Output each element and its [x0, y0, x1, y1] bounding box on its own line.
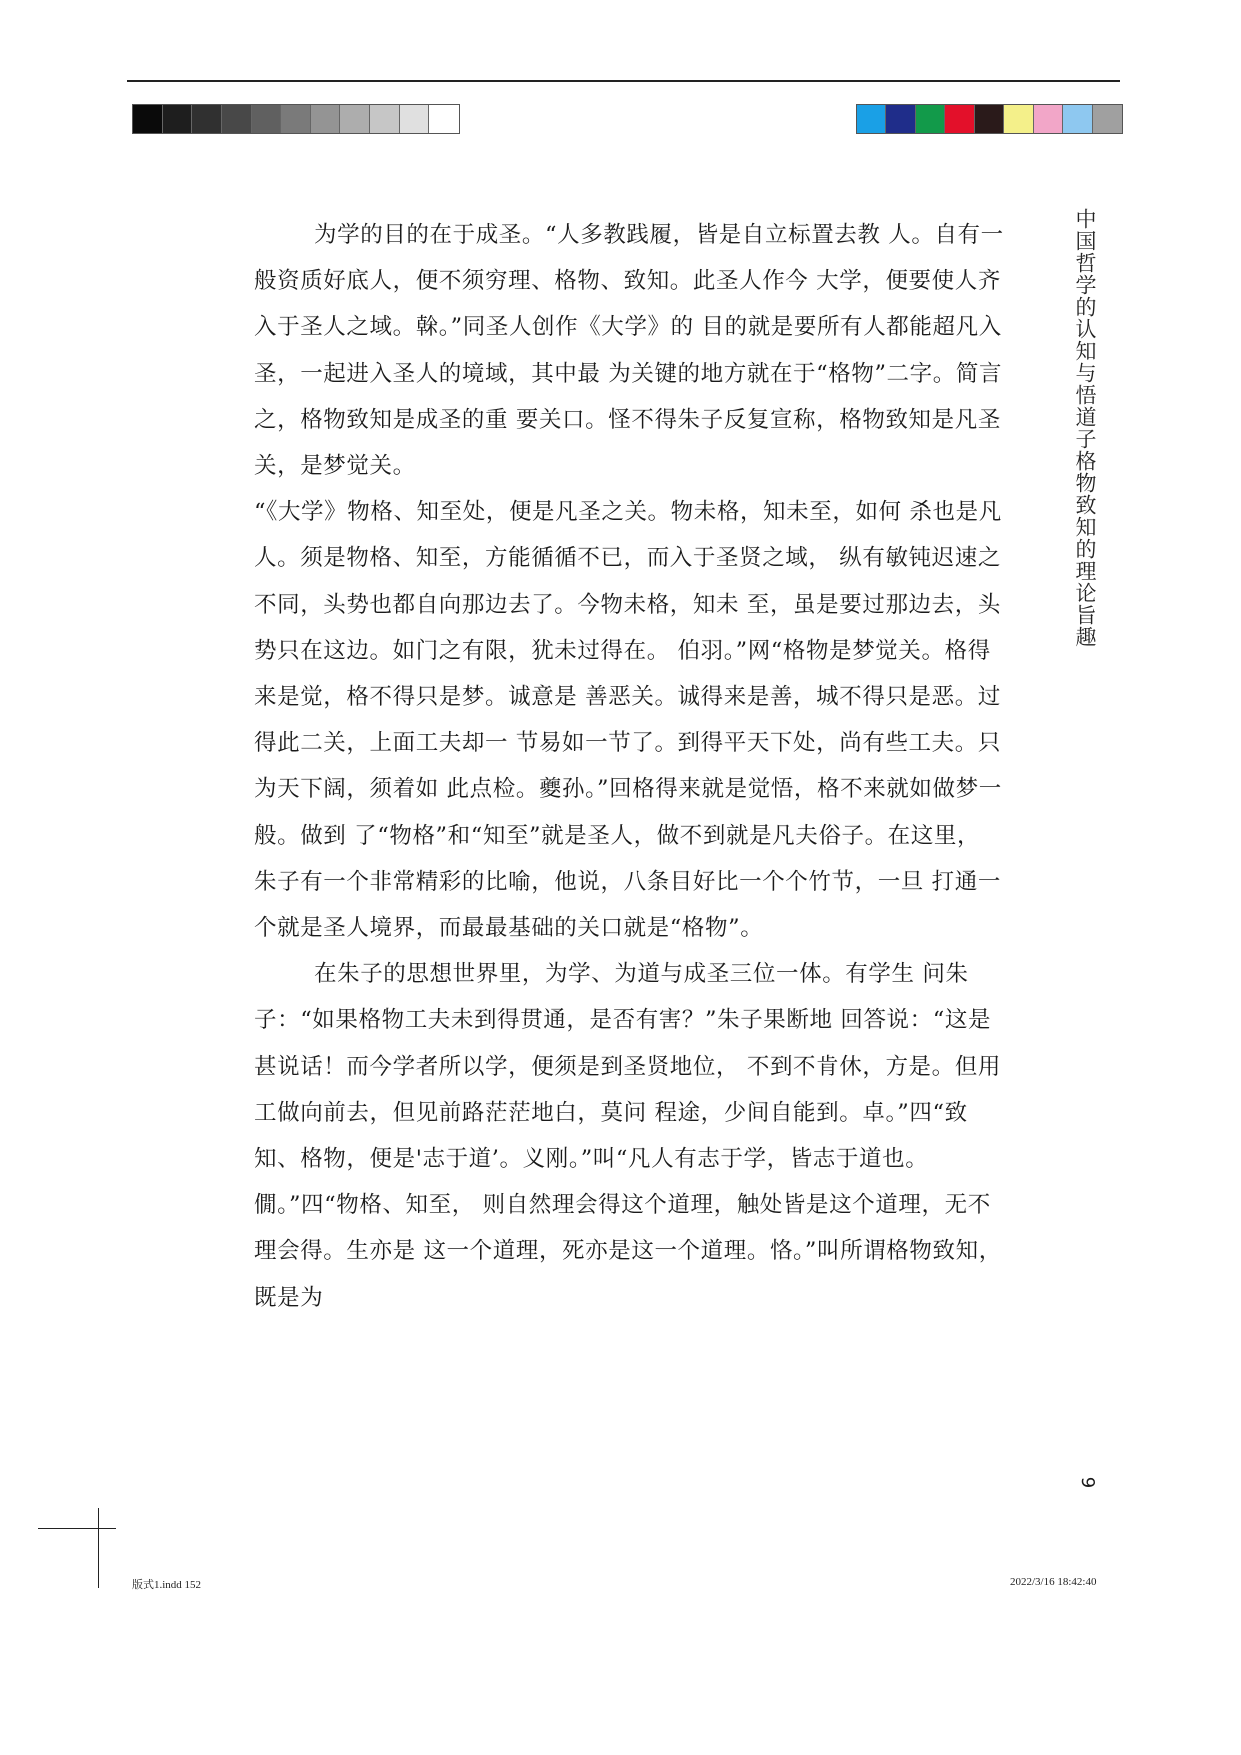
gray-swatch-2	[163, 105, 193, 133]
color-swatch-6	[1004, 105, 1033, 133]
gray-swatch-6	[281, 105, 311, 133]
paragraph-2: “《大学》物格、知至处，便是凡圣之关。物未格，知未至，如何 杀也是凡人。须是物格、知至，方能循循不已，而入于圣贤之域， 纵有敏钝迟速之不同，头势也都自向那边去了。今物未格，知未 至，虽是要过那边去，头势只在这边。如门之有限，犹未过得在。 伯羽。”网“格物是梦觉关。格得来是觉，格不得只是梦。诚意是 善恶关。诚得来是善，城不得只是恶。过得此二关，上面工夫却一 节易如一节了。到得平天下处，尚有些工夫。只为天下阔，须着如 此点检。夔孙。”回格得来就是觉悟，格不来就如做梦一般。做到 了“物格”和“知至”就是圣人，做不到就是凡夫俗子。在这里， 朱子有一个非常精彩的比喻，他说，八条目好比一个个竹节，一旦 打通一个就是圣人境界，而最最基础的关口就是“格物”。	[254, 499, 1002, 942]
paragraph-1: 为学的目的在于成圣。“人多教践履，皆是自立标置去教 人。自有一般资质好底人，便不须穷理、格物、致知。此圣人作今 大学，便要使人齐入于圣人之域。榦。”同圣人创作《大学》的 目的就是要所有人都能超凡入圣，一起进入圣人的境域，其中最 为关键的地方就在于“格物”二字。简言之，格物致知是成圣的重 要关口。怪不得朱子反复宣称，格物致知是凡圣关，是梦觉关。	[254, 222, 1004, 480]
color-swatch-4	[945, 105, 974, 133]
footer-timestamp: 2022/3/16 18:42:40	[1010, 1576, 1097, 1588]
gray-swatch-11	[429, 105, 459, 133]
color-swatch-8	[1063, 105, 1092, 133]
gray-swatch-10	[400, 105, 430, 133]
color-swatch-9	[1093, 105, 1122, 133]
grayscale-calibration-bar	[132, 104, 460, 134]
color-swatch-7	[1034, 105, 1063, 133]
color-swatch-1	[857, 105, 886, 133]
paragraph-3: 在朱子的思想世界里，为学、为道与成圣三位一体。有学生 问朱子：“如果格物工夫未到得贯通，是否有害？”朱子果断地 回答说：“这是甚说话！而今学者所以学，便须是到圣贤地位， 不到不肯休，方是。但用工做向前去，但见前路茫茫地白，莫问 程途，少间自能到。卓。”四“致知、格物，便是'志于道’。义刚。”叫“凡人有志于学，皆志于道也。僩。”四“物格、知至， 则自然理会得这个道理，触处皆是这个道理，无不理会得。生亦是 这一个道理，死亦是这一个道理。恪。”叫所谓格物致知，既是为	[254, 961, 1002, 1311]
color-swatch-2	[886, 105, 915, 133]
top-rule	[127, 80, 1120, 82]
gray-swatch-8	[340, 105, 370, 133]
page-number: 9	[1077, 1476, 1099, 1489]
running-head: 中国哲学的认知与悟道子格物致知的理论旨趣	[1073, 208, 1097, 648]
color-calibration-bar	[856, 104, 1123, 134]
crop-mark-vertical-top	[98, 1508, 99, 1528]
gray-swatch-5	[252, 105, 282, 133]
gray-swatch-1	[133, 105, 163, 133]
gray-swatch-3	[192, 105, 222, 133]
color-swatch-3	[916, 105, 945, 133]
gray-swatch-9	[370, 105, 400, 133]
gray-swatch-7	[311, 105, 341, 133]
crop-mark-horizontal	[38, 1528, 116, 1529]
main-text	[254, 212, 1004, 1321]
footer-file-name: 版式1.indd 152	[132, 1579, 202, 1591]
color-swatch-5	[975, 105, 1004, 133]
crop-mark-vertical	[98, 1528, 99, 1588]
gray-swatch-4	[222, 105, 252, 133]
